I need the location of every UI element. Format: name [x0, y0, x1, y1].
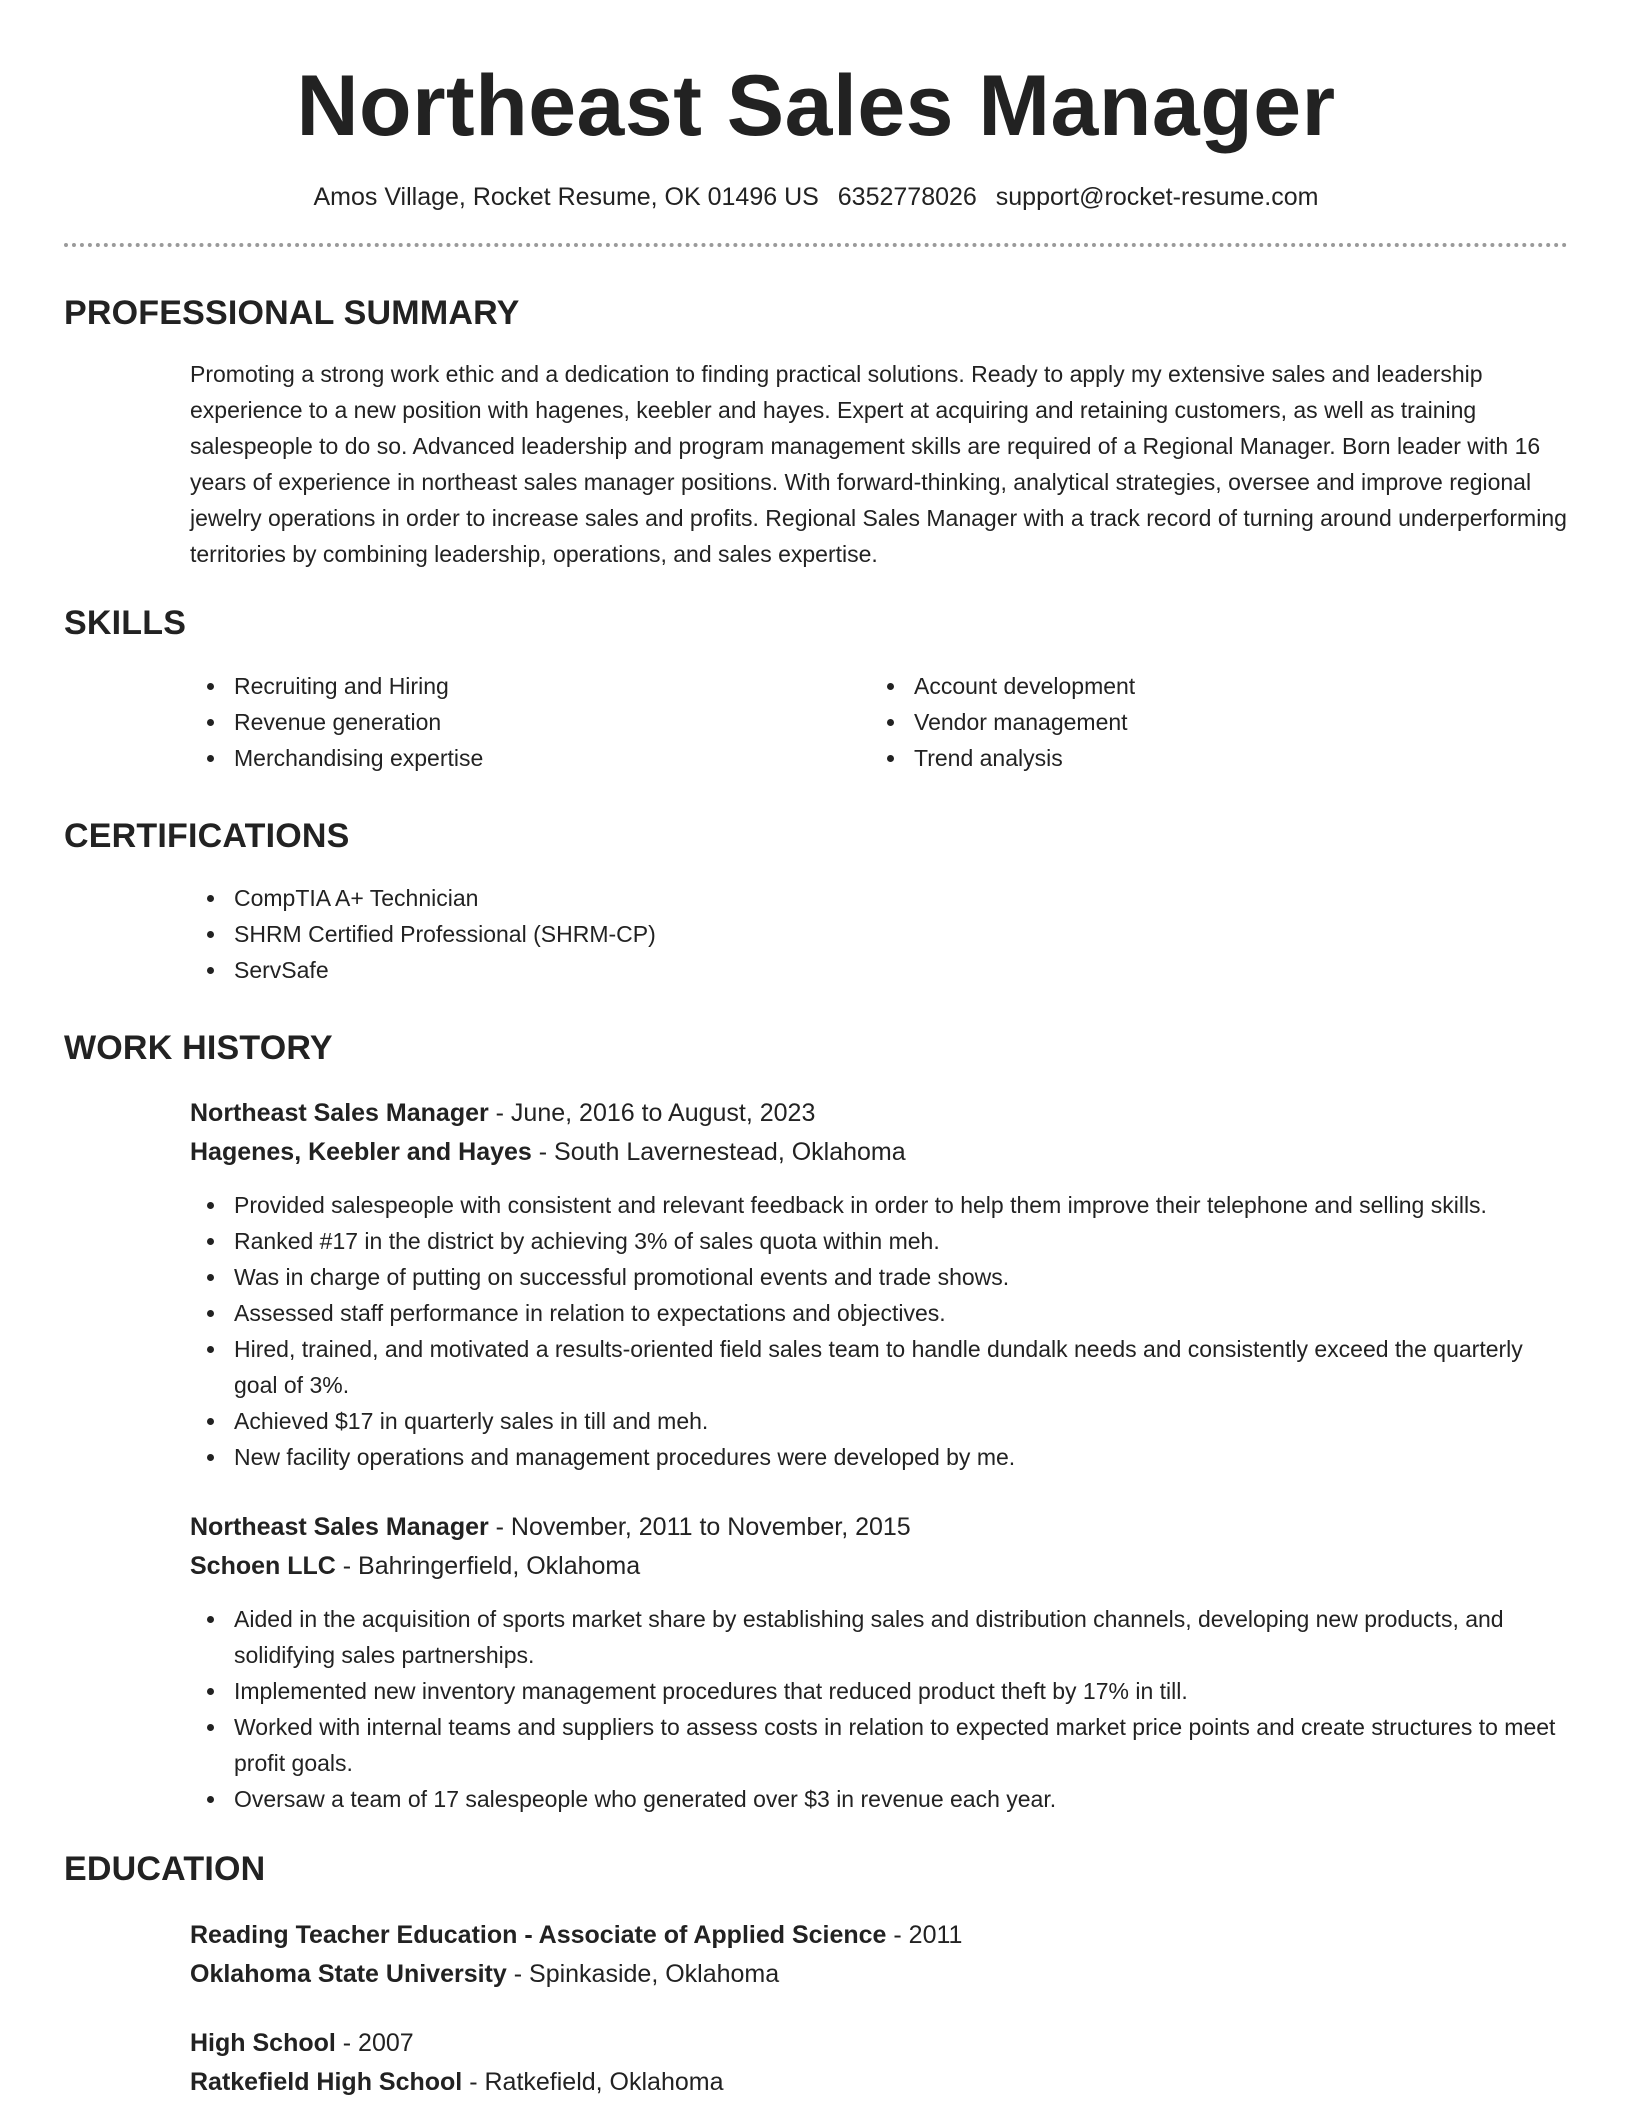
education-degree-line: [190, 2024, 1570, 2063]
contact-address: Amos Village, Rocket Resume, OK 01496 US: [313, 183, 819, 211]
job-bullet: Worked with internal teams and suppliers to assess costs in relation to expected market price points and create structures to meet profit goals.: [190, 1709, 1570, 1781]
job-entry: [190, 1094, 1570, 1475]
education-school: Ratkefield High School: [190, 2068, 463, 2096]
skill-item: Account development: [870, 668, 1550, 704]
job-company: Schoen LLC: [190, 1552, 336, 1580]
job-company-line: [190, 1547, 1570, 1586]
job-bullet: New facility operations and management procedures were developed by me.: [190, 1439, 1570, 1475]
skills-heading: SKILLS: [64, 604, 187, 642]
education-heading: EDUCATION: [64, 1850, 266, 1888]
job-bullet: Oversaw a team of 17 salespeople who generated over $3 in revenue each year.: [190, 1781, 1570, 1817]
resume-page: [64, 0, 1568, 2102]
education-school-line: [190, 2063, 1570, 2102]
job-bullet: Achieved $17 in quarterly sales in till and meh.: [190, 1403, 1570, 1439]
certification-item: SHRM Certified Professional (SHRM-CP): [190, 916, 1570, 952]
contact-email: support@rocket-resume.com: [995, 183, 1319, 211]
job-company-line: [190, 1133, 1570, 1172]
certification-item: ServSafe: [190, 952, 1570, 988]
education-degree: High School: [190, 2029, 336, 2057]
skills-list-left: [190, 668, 870, 776]
job-title: Northeast Sales Manager: [190, 1099, 489, 1127]
job-bullet: Provided salespeople with consistent and relevant feedback in order to help them improve their telephone and selling skills.: [190, 1187, 1570, 1223]
header-divider: [64, 243, 1568, 247]
education-location: - Ratkefield, Oklahoma: [462, 2068, 724, 2096]
skill-item: Trend analysis: [870, 740, 1550, 776]
job-location: - South Lavernestead, Oklahoma: [531, 1138, 906, 1166]
job-title: Northeast Sales Manager: [190, 1513, 489, 1541]
skills-list-right: [870, 668, 1550, 776]
education-school-line: [190, 1955, 1570, 1994]
job-bullet: Ranked #17 in the district by achieving 3% of sales quota within meh.: [190, 1223, 1570, 1259]
job-bullets: [190, 1601, 1570, 1817]
education-entry: [190, 2024, 1570, 2102]
summary-heading: PROFESSIONAL SUMMARY: [64, 294, 520, 332]
skill-item: Merchandising expertise: [190, 740, 870, 776]
resume-title: Northeast Sales Manager: [296, 58, 1336, 154]
certifications-heading: CERTIFICATIONS: [64, 817, 350, 855]
job-bullet: Aided in the acquisition of sports market share by establishing sales and distribution channels, developing new products, and solidifying sales partnerships.: [190, 1601, 1570, 1673]
work-history-heading: WORK HISTORY: [64, 1029, 333, 1067]
job-entry: [190, 1508, 1570, 1817]
certification-item: CompTIA A+ Technician: [190, 880, 1570, 916]
education-year: - 2007: [335, 2029, 414, 2057]
job-dates: - June, 2016 to August, 2023: [488, 1099, 816, 1127]
certifications-section: [64, 814, 1568, 988]
education-school: Oklahoma State University: [190, 1960, 507, 1988]
job-bullet: Assessed staff performance in relation to expectations and objectives.: [190, 1295, 1570, 1331]
contact-line: [64, 180, 1568, 214]
education-year: - 2011: [886, 1921, 963, 1949]
job-bullet: Hired, trained, and motivated a results-oriented field sales team to handle dundalk needs and consistently exceed the quarterly goal of 3%.: [190, 1331, 1570, 1403]
job-bullet: Implemented new inventory management procedures that reduced product theft by 17% in till.: [190, 1673, 1570, 1709]
job-bullet: Was in charge of putting on successful promotional events and trade shows.: [190, 1259, 1570, 1295]
contact-phone: 6352778026: [837, 183, 977, 211]
skill-item: Recruiting and Hiring: [190, 668, 870, 704]
education-degree: Reading Teacher Education - Associate of Applied Science: [190, 1921, 887, 1949]
job-title-line: [190, 1094, 1570, 1133]
summary-section: [64, 291, 1568, 572]
education-location: - Spinkaside, Oklahoma: [506, 1960, 780, 1988]
job-bullets: [190, 1187, 1570, 1475]
job-company: Hagenes, Keebler and Hayes: [190, 1138, 532, 1166]
education-degree-line: [190, 1916, 1570, 1955]
certifications-list: [190, 880, 1570, 988]
job-dates: - November, 2011 to November, 2015: [488, 1513, 911, 1541]
education-entry: [190, 1916, 1570, 1994]
education-section: [64, 1847, 1568, 2102]
skill-item: Vendor management: [870, 704, 1550, 740]
job-title-line: [190, 1508, 1570, 1547]
skill-item: Revenue generation: [190, 704, 870, 740]
skills-section: [64, 601, 1568, 776]
job-location: - Bahringerfield, Oklahoma: [335, 1552, 641, 1580]
summary-text: Promoting a strong work ethic and a dedication to finding practical solutions. Ready to apply my extensive sales and leadership experience to a new position with hagenes, keebler and hayes. Expert at acquiring and retaining customers, as well as training salespeople to do so. Advanced leadership and program management skills are required of a Regional Manager. Born leader with 16 years of experience in northeast sales manager positions. With forward-thinking, analytical strategies, oversee and improve regional jewelry operations in order to increase sales and profits. Regional Sales Manager with a track record of turning around underperforming territories by combining leadership, operations, and sales expertise.: [190, 361, 1567, 567]
work-history-section: [64, 1026, 1568, 1817]
